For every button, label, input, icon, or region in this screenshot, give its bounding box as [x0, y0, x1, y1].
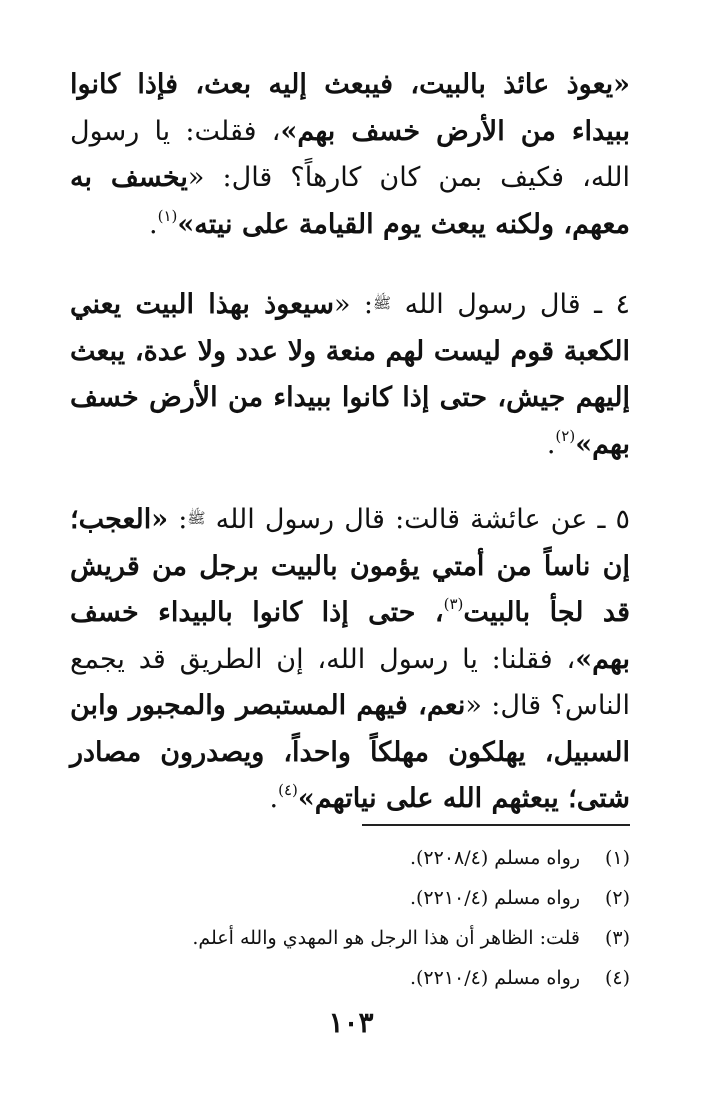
footnote-item: [60, 918, 630, 958]
footnote-text: رواه مسلم (٢٢١٠/٤).: [409, 967, 580, 989]
narration-text: ، فقلت: يا رسول الله، فكيف بمن كان كارهاً؟ قال: «: [70, 115, 630, 193]
hadith-quote: سيعوذ بهذا البيت يعني الكعبة قوم ليست لهم منعة ولا عدد ولا عدة، يبعث إليهم جيش، حتى إذا كانوا ببيداء من الأرض خسف بهم»: [70, 289, 630, 460]
honorific-symbol: ﷺ: [373, 294, 392, 312]
narration-text: ، فقلنا: يا رسول الله، إن الطريق قد يجمع الناس؟ قال: «: [70, 643, 630, 721]
footnote-text: قلت: الظاهر أن هذا الرجل هو المهدي والله أعلم.: [192, 927, 580, 949]
paragraph-end: .: [269, 783, 279, 814]
hadith-quote: نعم، فيهم المستبصر والمجبور وابن السبيل، يهلكون مهلكاً واحداً، ويصدرون مصادر شتى؛ يبعثهم الله على نياتهم»: [70, 690, 630, 814]
footnote-text: رواه مسلم (٢٢٠٨/٤).: [409, 847, 580, 869]
paragraph-hadith-5: [70, 497, 630, 823]
page-number: ١٠٣: [328, 1006, 374, 1039]
narration-text: : «: [333, 289, 374, 320]
paragraph-hadith-3-continuation: [70, 62, 630, 248]
narration-text: ٤ ـ قال رسول الله: [391, 289, 630, 320]
footnote-item: [60, 838, 630, 878]
footnote-ref-1: (١): [157, 206, 178, 225]
narration-text: :: [168, 504, 188, 535]
paragraph-end: .: [546, 428, 556, 460]
footnote-item: [60, 958, 630, 998]
footnote-number: (٣): [604, 927, 630, 949]
hadith-quote: «يعوذ عائذ بالبيت، فيبعث إليه بعث، فإذا كانوا ببيداء من الأرض خسف بهم»: [70, 69, 631, 147]
footnote-item: [60, 878, 630, 918]
footnote-number: (١): [604, 847, 630, 869]
footnotes-list: [60, 838, 630, 998]
honorific-symbol: ﷺ: [187, 509, 206, 527]
footnote-ref-2: (٢): [555, 426, 576, 445]
paragraph-end: .: [149, 208, 158, 240]
footnote-text: رواه مسلم (٢٢١٠/٤).: [409, 887, 580, 909]
paragraph-hadith-4: [70, 282, 630, 468]
narration-text: ٥ ـ عن عائشة قالت: قال رسول الله: [205, 504, 630, 535]
footnote-ref-3: (٣): [443, 595, 464, 613]
footnote-ref-4: (٤): [278, 781, 298, 799]
hadith-quote: ، حتى إذا كانوا بالبيداء خسف بهم»: [70, 597, 630, 675]
hadith-quote: «العجب؛ إن ناساً من أمتي يؤمون بالبيت برجل من قريش قد لجأ بالبيت: [70, 504, 630, 628]
footnote-divider: [362, 824, 630, 826]
footnote-number: (٢): [604, 887, 630, 909]
footnote-number: (٤): [604, 967, 630, 989]
hadith-quote: يخسف به معهم، ولكنه يبعث يوم القيامة على نيته»: [70, 162, 630, 240]
